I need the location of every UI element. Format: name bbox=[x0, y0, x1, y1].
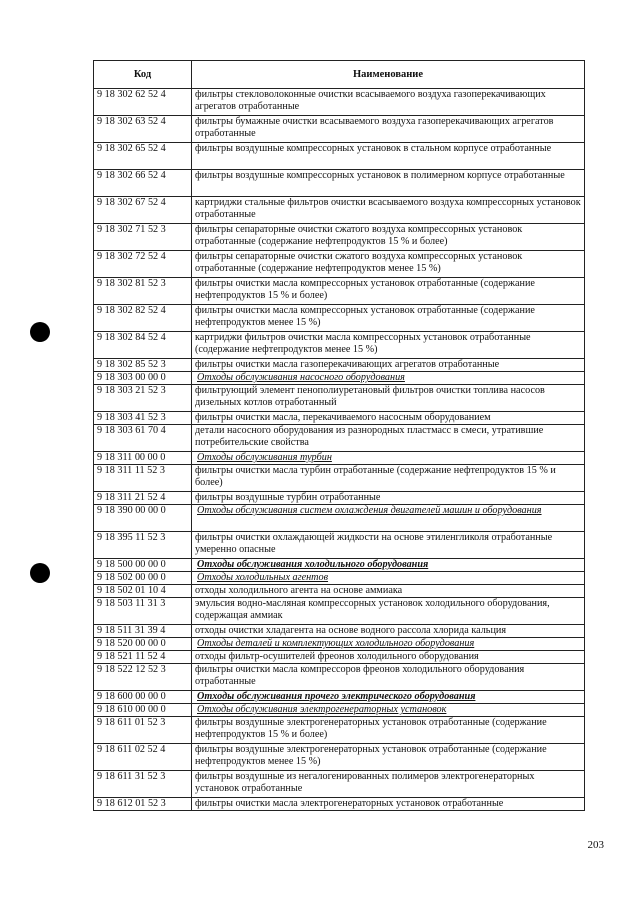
row-name: фильтры очистки масла компрессорных установок отработанные (содержание нефтепродуктов менее 15 %) bbox=[192, 305, 585, 332]
table-row bbox=[94, 532, 585, 559]
table-row bbox=[94, 664, 585, 691]
row-name: фильтры сепараторные очистки сжатого воздуха компрессорных установок отработанные (содержание нефтепродуктов менее 15 %) bbox=[192, 251, 585, 278]
row-code: 9 18 302 67 52 4 bbox=[94, 197, 192, 224]
row-name: фильтры очистки масла компрессорных установок отработанные (содержание нефтепродуктов 15 % и более) bbox=[192, 278, 585, 305]
row-code: 9 18 611 01 52 3 bbox=[94, 717, 192, 744]
row-code: 9 18 302 65 52 4 bbox=[94, 143, 192, 170]
row-code: 9 18 311 21 52 4 bbox=[94, 492, 192, 505]
row-code: 9 18 521 11 52 4 bbox=[94, 651, 192, 664]
row-code: 9 18 302 66 52 4 bbox=[94, 170, 192, 197]
table-row bbox=[94, 798, 585, 811]
table-row bbox=[94, 224, 585, 251]
row-code: 9 18 302 62 52 4 bbox=[94, 89, 192, 116]
row-code: 9 18 303 21 52 3 bbox=[94, 385, 192, 412]
row-code: 9 18 503 11 31 3 bbox=[94, 598, 192, 625]
row-code: 9 18 612 01 52 3 bbox=[94, 798, 192, 811]
row-code: 9 18 502 01 10 4 bbox=[94, 585, 192, 598]
row-code: 9 18 311 00 00 0 bbox=[94, 452, 192, 465]
row-name: фильтры бумажные очистки всасываемого воздуха газоперекачивающих агрегатов отработанные bbox=[192, 116, 585, 143]
row-name: Отходы обслуживания электрогенераторных установок bbox=[192, 704, 585, 717]
table-row bbox=[94, 465, 585, 492]
row-name: Отходы обслуживания прочего электрического оборудования bbox=[192, 691, 585, 704]
row-code: 9 18 395 11 52 3 bbox=[94, 532, 192, 559]
row-name: отходы фильтр-осушителей фреонов холодильного оборудования bbox=[192, 651, 585, 664]
table-row bbox=[94, 651, 585, 664]
row-name: фильтры воздушные компрессорных установок в стальном корпусе отработанные bbox=[192, 143, 585, 170]
row-code: 9 18 302 85 52 3 bbox=[94, 359, 192, 372]
row-name: Отходы обслуживания насосного оборудования bbox=[192, 372, 585, 385]
row-name: картриджи фильтров очистки масла компрессорных установок отработанные (содержание нефтепродуктов менее 15 %) bbox=[192, 332, 585, 359]
row-name: отходы очистки хладагента на основе водного рассола хлорида кальция bbox=[192, 625, 585, 638]
row-code: 9 18 302 82 52 4 bbox=[94, 305, 192, 332]
row-name: фильтры воздушные электрогенераторных установок отработанные (содержание нефтепродуктов менее 15 %) bbox=[192, 744, 585, 771]
row-name: Отходы холодильных агентов bbox=[192, 572, 585, 585]
row-name: Отходы обслуживания холодильного оборудования bbox=[192, 559, 585, 572]
row-name: эмульсия водно-масляная компрессорных установок холодильного оборудования, содержащая аммиак bbox=[192, 598, 585, 625]
header-name: Наименование bbox=[192, 61, 585, 89]
row-code: 9 18 302 81 52 3 bbox=[94, 278, 192, 305]
page-number: 203 bbox=[587, 839, 604, 851]
table-row bbox=[94, 638, 585, 651]
row-code: 9 18 311 11 52 3 bbox=[94, 465, 192, 492]
punch-hole-top bbox=[30, 322, 50, 342]
row-code: 9 18 611 02 52 4 bbox=[94, 744, 192, 771]
table-row bbox=[94, 332, 585, 359]
table-row bbox=[94, 585, 585, 598]
table-row bbox=[94, 572, 585, 585]
row-name: Отходы обслуживания турбин bbox=[192, 452, 585, 465]
row-name: фильтры очистки масла газоперекачивающих агрегатов отработанные bbox=[192, 359, 585, 372]
table-row bbox=[94, 197, 585, 224]
table-row bbox=[94, 116, 585, 143]
table-row bbox=[94, 359, 585, 372]
row-code: 9 18 600 00 00 0 bbox=[94, 691, 192, 704]
table-row bbox=[94, 143, 585, 170]
row-code: 9 18 502 00 00 0 bbox=[94, 572, 192, 585]
table-row bbox=[94, 385, 585, 412]
table-row bbox=[94, 89, 585, 116]
row-name: фильтры воздушные из негалогенированных полимеров электрогенераторных установок отработанные bbox=[192, 771, 585, 798]
row-name: отходы холодильного агента на основе аммиака bbox=[192, 585, 585, 598]
table-row bbox=[94, 305, 585, 332]
row-code: 9 18 303 61 70 4 bbox=[94, 425, 192, 452]
row-code: 9 18 302 84 52 4 bbox=[94, 332, 192, 359]
table-row bbox=[94, 625, 585, 638]
row-name: фильтры стекловолоконные очистки всасываемого воздуха газоперекачивающих агрегатов отработанные bbox=[192, 89, 585, 116]
row-code: 9 18 303 41 52 3 bbox=[94, 412, 192, 425]
row-name: детали насосного оборудования из разнородных пластмасс в смеси, утратившие потребительские свойства bbox=[192, 425, 585, 452]
row-name: фильтры очистки масла компрессоров фреонов холодильного оборудования отработанные bbox=[192, 664, 585, 691]
row-code: 9 18 520 00 00 0 bbox=[94, 638, 192, 651]
row-name: фильтры очистки охлаждающей жидкости на основе этиленгликоля отработанные умеренно опасные bbox=[192, 532, 585, 559]
table-row bbox=[94, 744, 585, 771]
row-code: 9 18 500 00 00 0 bbox=[94, 559, 192, 572]
row-name: картриджи стальные фильтров очистки всасываемого воздуха компрессорных установок отработанные bbox=[192, 197, 585, 224]
table-row bbox=[94, 704, 585, 717]
waste-code-table bbox=[93, 60, 585, 811]
row-code: 9 18 390 00 00 0 bbox=[94, 505, 192, 532]
row-code: 9 18 303 00 00 0 bbox=[94, 372, 192, 385]
table-row bbox=[94, 598, 585, 625]
table-row bbox=[94, 559, 585, 572]
table-row bbox=[94, 717, 585, 744]
table-row bbox=[94, 492, 585, 505]
table-body bbox=[94, 89, 585, 811]
punch-hole-bottom bbox=[30, 563, 50, 583]
row-code: 9 18 522 12 52 3 bbox=[94, 664, 192, 691]
row-name: фильтры воздушные компрессорных установок в полимерном корпусе отработанные bbox=[192, 170, 585, 197]
table-row bbox=[94, 771, 585, 798]
table-row bbox=[94, 452, 585, 465]
row-name: фильтры очистки масла электрогенераторных установок отработанные bbox=[192, 798, 585, 811]
row-code: 9 18 511 31 39 4 bbox=[94, 625, 192, 638]
table-row bbox=[94, 425, 585, 452]
row-name: фильтры очистки масла, перекачиваемого насосным оборудованием bbox=[192, 412, 585, 425]
table-header-row bbox=[94, 61, 585, 89]
row-name: фильтрующий элемент пенополиуретановый фильтров очистки топлива насосов дизельных котлов отработанный bbox=[192, 385, 585, 412]
row-code: 9 18 610 00 00 0 bbox=[94, 704, 192, 717]
row-name: фильтры воздушные электрогенераторных установок отработанные (содержание нефтепродуктов 15 % и более) bbox=[192, 717, 585, 744]
row-name: фильтры сепараторные очистки сжатого воздуха компрессорных установок отработанные (содержание нефтепродуктов 15 % и более) bbox=[192, 224, 585, 251]
table-row bbox=[94, 278, 585, 305]
row-code: 9 18 302 71 52 3 bbox=[94, 224, 192, 251]
table-row bbox=[94, 505, 585, 532]
header-code: Код bbox=[94, 61, 192, 89]
row-code: 9 18 302 72 52 4 bbox=[94, 251, 192, 278]
table-row bbox=[94, 372, 585, 385]
table-row bbox=[94, 170, 585, 197]
row-name: фильтры воздушные турбин отработанные bbox=[192, 492, 585, 505]
table-row bbox=[94, 691, 585, 704]
row-code: 9 18 611 31 52 3 bbox=[94, 771, 192, 798]
table-row bbox=[94, 412, 585, 425]
table-row bbox=[94, 251, 585, 278]
row-name: Отходы деталей и комплектующих холодильного оборудования bbox=[192, 638, 585, 651]
row-code: 9 18 302 63 52 4 bbox=[94, 116, 192, 143]
row-name: фильтры очистки масла турбин отработанные (содержание нефтепродуктов 15 % и более) bbox=[192, 465, 585, 492]
row-name: Отходы обслуживания систем охлаждения двигателей машин и оборудования bbox=[192, 505, 585, 532]
